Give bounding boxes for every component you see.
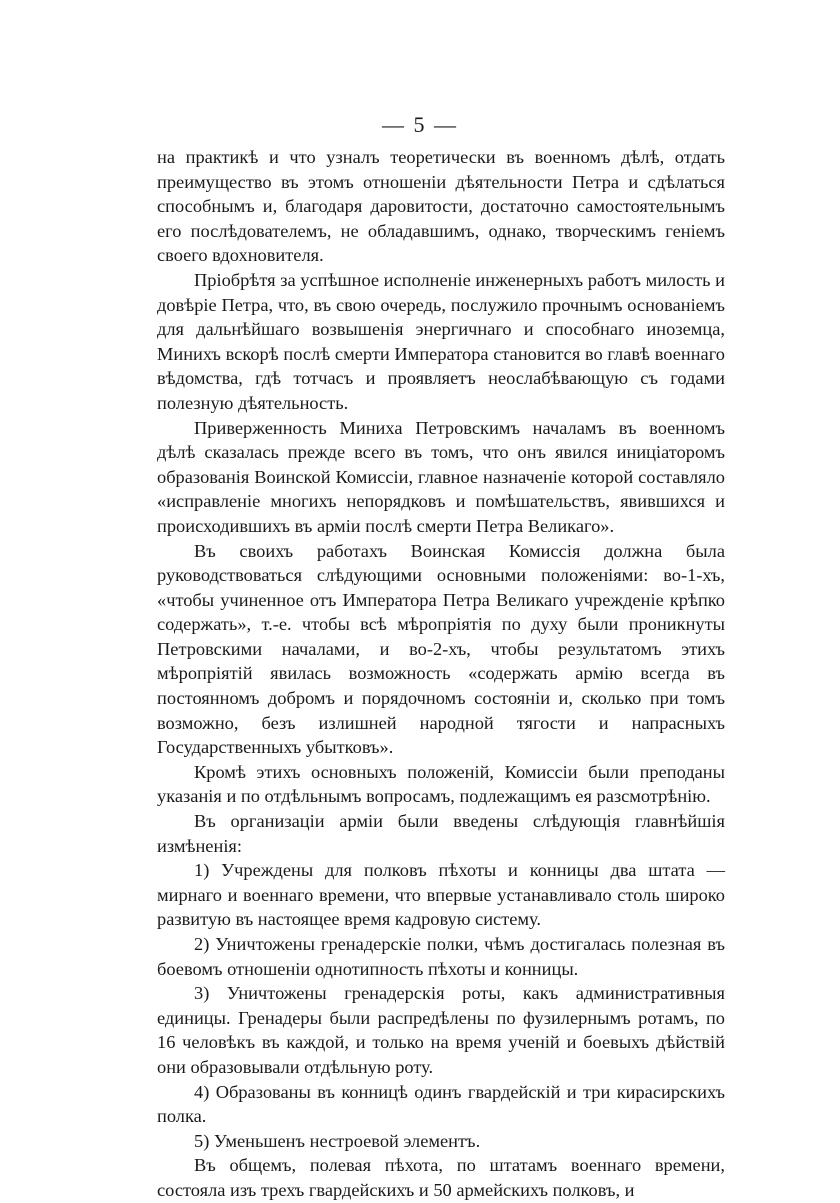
paragraph: Въ организаціи арміи были введены слѣдующія главнѣйшія измѣненія:: [157, 811, 725, 856]
paragraph: Приверженность Миниха Петровскимъ началамъ въ военномъ дѣлѣ сказалась прежде всего въ томъ, что онъ явился иниціаторомъ образованія Воинской Комиссіи, главное назначеніе которой составляло «исправленіе многихъ непорядковъ и помѣшательствъ, явившихся и происходившихъ въ арміи послѣ смерти Петра Великаго».: [157, 417, 725, 536]
list-item: 4) Образованы въ конницѣ одинъ гвардейскій и три кирасирскихъ полка.: [157, 1081, 725, 1127]
page-number: — 5 —: [382, 112, 458, 137]
paragraph: на практикѣ и что узналъ теоретически въ военномъ дѣлѣ, отдать преимущество въ этомъ отношеніи дѣятельности Петра и сдѣлаться способнымъ и, благодаря даровитости, достаточно самостоятельнымъ его послѣдователемъ, не обладавшимъ, однако, творческимъ геніемъ своего вдохновителя.: [157, 147, 725, 266]
list-item: 2) Уничтожены гренадерскіе полки, чѣмъ достигалась полезная въ боевомъ отношеніи однотипность пѣхоты и конницы.: [157, 934, 725, 979]
body-text: [157, 145, 725, 1203]
paragraph: Кромѣ этихъ основныхъ положеній, Комиссіи были преподаны указанія и по отдѣльнымъ вопросамъ, подлежащимъ ея разсмотрѣнію.: [157, 761, 725, 807]
list-item: 3) Уничтожены гренадерскія роты, какъ административныя единицы. Гренадеры были распредѣлены по фузилернымъ ротамъ, по 16 человѣкъ въ каждой, и только на время ученій и боевыхъ дѣйствій они образовывали отдѣльную роту.: [157, 983, 725, 1077]
paragraph: Въ общемъ, полевая пѣхота, по штатамъ военнаго времени, состояла изъ трехъ гвардейскихъ и 50 армейскихъ полковъ, и: [157, 1155, 725, 1200]
paragraph: Пріобрѣтя за успѣшное исполненіе инженерныхъ работъ милость и довѣріе Петра, что, въ свою очередь, послужило прочнымъ основаніемъ для дальнѣйшаго возвышенія энергичнаго и способнаго иноземца, Минихъ вскорѣ послѣ смерти Императора становится во главѣ военнаго вѣдомства, гдѣ тотчасъ и проявляетъ неослабѣвающую съ годами полезную дѣятельность.: [157, 269, 725, 413]
paragraph: Въ своихъ работахъ Воинская Комиссія должна была руководствоваться слѣдующими основными положеніями: во-1-хъ, «чтобы учиненное отъ Императора Петра Великаго учрежденіе крѣпко содержать», т.-е. чтобы всѣ мѣропріятія по духу были проникнуты Петровскими началами, и во-2-хъ, чтобы результатомъ этихъ мѣропріятій явилась возможность «содержать армію всегда въ постоянномъ добромъ и порядочномъ состояніи и, сколько при томъ возможно, безъ излишней народной тягости и напрасныхъ Государственныхъ убытковъ».: [157, 540, 725, 758]
list-item: 1) Учреждены для полковъ пѣхоты и конницы два штата — мирнаго и военнаго времени, что впервые устанавливало столь широко развитую въ настоящее время кадровую систему.: [157, 860, 725, 930]
list-item: 5) Уменьшенъ нестроевой элементъ.: [194, 1130, 481, 1151]
